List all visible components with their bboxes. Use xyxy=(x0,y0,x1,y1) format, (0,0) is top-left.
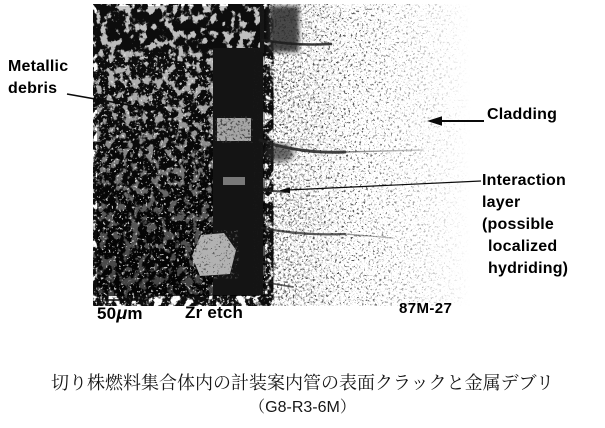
interaction-line3: (possible xyxy=(482,216,555,233)
interaction-line5: hydriding) xyxy=(488,260,569,277)
metallic-debris-label xyxy=(8,56,68,100)
scale-value: 50 xyxy=(97,304,117,323)
caption-title: 切り株燃料集合体内の計装案内管の表面クラックと金属デブリ xyxy=(51,373,554,393)
photo-id-label: 87M-27 xyxy=(399,300,453,317)
interaction-line4: localized xyxy=(488,238,558,255)
interaction-line1: Interaction xyxy=(482,172,566,189)
interaction-line2: layer xyxy=(482,194,521,211)
scale-unit: m xyxy=(127,304,143,323)
cladding-label: Cladding xyxy=(487,106,558,123)
metallic-debris-line1: Metallic xyxy=(8,58,69,75)
micrograph-texture xyxy=(93,4,473,306)
film-grain xyxy=(93,4,471,304)
caption-specimen-id: （G8-R3-6M） xyxy=(249,399,356,416)
scale-bar-label xyxy=(97,302,143,325)
micrograph-image xyxy=(93,4,473,306)
interaction-layer-label xyxy=(482,170,568,280)
etch-label: Zr etch xyxy=(185,303,244,322)
metallic-debris-line2: debris xyxy=(8,80,58,97)
figure-caption xyxy=(0,370,605,420)
micro-symbol: μ xyxy=(116,303,128,323)
